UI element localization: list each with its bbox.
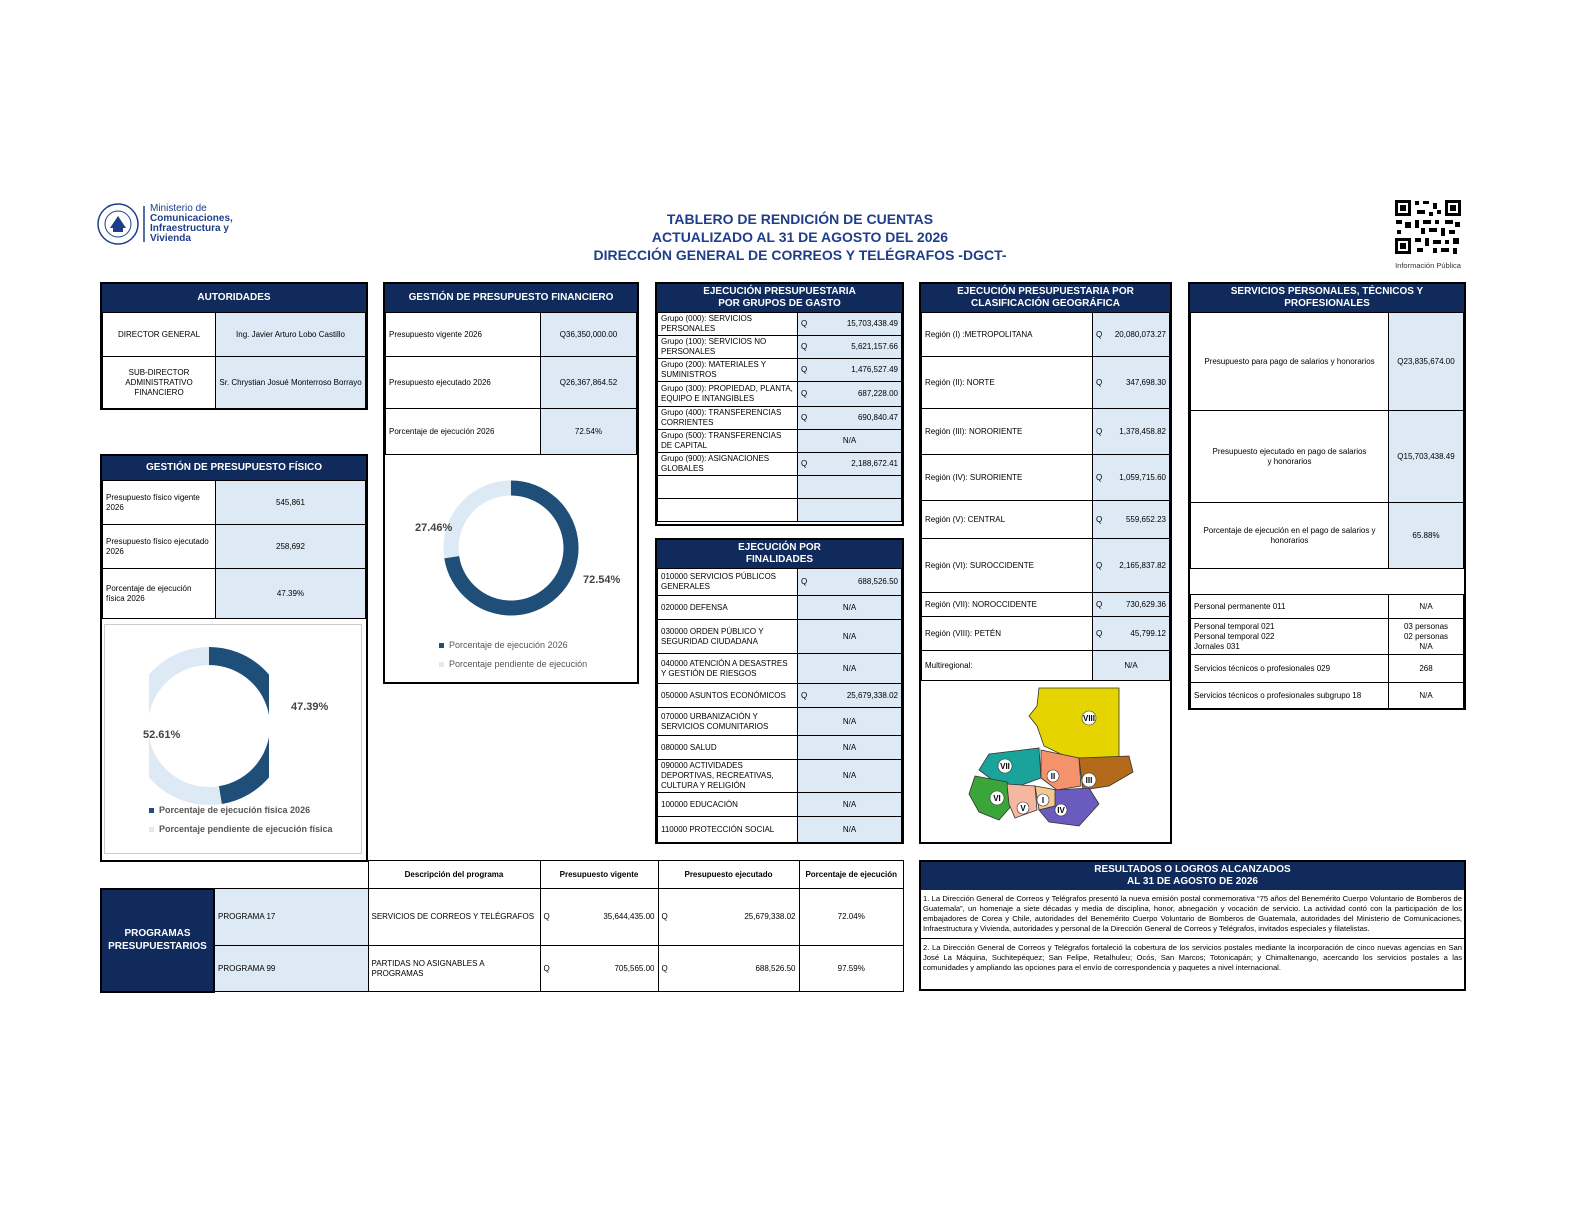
row-value: 688,526.50 xyxy=(857,577,898,586)
row-label: 080000 SALUD xyxy=(658,736,798,760)
table-row xyxy=(922,455,1170,501)
row-label: Región (V): CENTRAL xyxy=(922,501,1093,539)
row-value-cell: N/A xyxy=(798,817,902,843)
currency-symbol: Q xyxy=(801,319,808,328)
map-label: I xyxy=(1041,796,1045,805)
fisico-executed-label: 47.39% xyxy=(291,701,329,713)
ejecutado-value: 688,526.50 xyxy=(755,963,796,973)
table-row xyxy=(922,409,1170,455)
table-row xyxy=(922,501,1170,539)
programa-name: PROGRAMA 99 xyxy=(214,946,368,992)
row-value-cell: N/A xyxy=(798,620,902,654)
logo-line-4: Vivienda xyxy=(150,233,191,244)
finalidades-title-text: EJECUCIÓN POR FINALIDADES xyxy=(738,542,821,565)
table-row xyxy=(658,313,902,336)
legend-executed-label: Porcentaje de ejecución 2026 xyxy=(449,640,568,650)
region-viii-shape xyxy=(1029,688,1119,758)
fin-executed-label: 72.54% xyxy=(583,574,621,586)
table-header-row xyxy=(101,861,904,889)
table-row xyxy=(922,593,1170,617)
geografica-title xyxy=(921,284,1170,312)
row-value-cell xyxy=(798,453,902,476)
currency-symbol: Q xyxy=(1096,329,1103,339)
programa-pct: 97.59% xyxy=(799,946,904,992)
serv-18-value: N/A xyxy=(1389,683,1464,709)
ejecutado-currency: Q xyxy=(661,963,668,973)
row-label: Región (VII): NOROCCIDENTE xyxy=(922,593,1093,617)
table-row xyxy=(1191,313,1464,411)
row-value: 45,799.12 xyxy=(1130,628,1166,638)
programas-title-text: PROGRAMAS PRESUPUESTARIOS xyxy=(108,928,207,952)
autoridades-title: AUTORIDADES xyxy=(102,284,366,312)
legend-pending-label: Porcentaje pendiente de ejecución xyxy=(449,659,588,669)
row-value: 1,378,458.82 xyxy=(1119,426,1166,436)
serv-temporal-label: Personal temporal 021 Personal temporal 022 Jornales 031 xyxy=(1191,619,1389,655)
row-value: 25,679,338.02 xyxy=(846,690,898,700)
empty-row xyxy=(658,499,902,522)
autoridades-table xyxy=(102,312,366,409)
director-role: DIRECTOR GENERAL xyxy=(103,313,216,357)
currency-symbol: Q xyxy=(801,459,808,468)
row-label: Multiregional: xyxy=(922,651,1093,681)
serv-porcentaje-value: 65.88% xyxy=(1389,503,1464,569)
row-value: 1,059,715.60 xyxy=(1119,472,1166,482)
row-value-cell xyxy=(1093,539,1170,593)
table-row xyxy=(658,760,902,793)
serv-porcentaje-label: Porcentaje de ejecución en el pago de salarios y honorarios xyxy=(1191,503,1389,569)
grupos-gasto-title xyxy=(657,284,902,312)
programa-desc: SERVICIOS DE CORREOS Y TELÉGRAFOS xyxy=(368,889,540,946)
finalidades-table xyxy=(657,568,902,843)
fin-porcentaje-label: Porcentaje de ejecución 2026 xyxy=(386,409,541,455)
table-row-spacer xyxy=(1191,569,1464,595)
row-value-cell: N/A xyxy=(798,596,902,620)
table-row xyxy=(658,407,902,430)
row-value-cell xyxy=(798,313,902,336)
row-value: 2,165,837.82 xyxy=(1119,560,1166,570)
fin-ejecutado-label: Presupuesto ejecutado 2026 xyxy=(386,357,541,409)
row-value-cell: N/A xyxy=(798,654,902,684)
coat-of-arms-icon xyxy=(96,202,148,246)
fisico-pending-label: 52.61% xyxy=(143,729,181,741)
map-label: V xyxy=(1020,804,1026,813)
programas-panel xyxy=(100,860,904,991)
table-row xyxy=(658,736,902,760)
row-label: 020000 DEFENSA xyxy=(658,596,798,620)
row-value-cell xyxy=(1093,617,1170,651)
programa-name: PROGRAMA 17 xyxy=(214,889,368,946)
presupuesto-fisico-panel xyxy=(100,454,368,862)
servicios-table xyxy=(1190,312,1464,709)
finalidades-panel xyxy=(655,538,904,844)
resultado-item-2: 2. La Dirección General de Correos y Telégrafos fortaleció la cobertura de los servicios postales mediante la incorporación de cinco nuevas agencias en San José La Máquina, Suchitepéquez; San Felipe, Retalhuleu; Ocós, San Marcos; Totonicapán; y Chimaltenango, acercando los servicios postales a las comunidades y ampliando las opciones para el envío de correspondencia y paquetes a nivel internacional. xyxy=(923,943,1462,972)
financiero-donut-chart xyxy=(441,478,581,618)
row-value-cell xyxy=(798,684,902,708)
programas-table xyxy=(100,860,904,993)
ejecutado-currency: Q xyxy=(661,912,668,921)
empty-row xyxy=(658,476,902,499)
finalidades-title xyxy=(657,540,902,568)
row-label: Región (VIII): PETÉN xyxy=(922,617,1093,651)
serv-ejecutado-label: Presupuesto ejecutado en pago de salarios y honorarios xyxy=(1191,411,1389,503)
row-value-cell xyxy=(1093,313,1170,357)
logo-line-3: Infraestructura y xyxy=(150,223,229,234)
row-value-cell xyxy=(1093,409,1170,455)
header-porcentaje: Porcentaje de ejecución xyxy=(799,861,904,889)
geografica-panel xyxy=(919,282,1172,844)
servicios-panel xyxy=(1188,282,1466,710)
table-row xyxy=(101,946,904,992)
row-label: Región (II): NORTE xyxy=(922,357,1093,409)
logo-line-2: Comunicaciones, xyxy=(150,213,233,224)
legend-item xyxy=(149,805,333,815)
legend-item xyxy=(439,659,587,669)
table-row xyxy=(922,357,1170,409)
subdirector-role: SUB-DIRECTOR ADMINISTRATIVO FINANCIERO xyxy=(103,357,216,409)
currency-symbol: Q xyxy=(1096,377,1103,387)
row-label: 010000 SERVICIOS PÚBLICOS GENERALES xyxy=(658,569,798,596)
map-label: II xyxy=(1050,772,1056,781)
table-row xyxy=(658,569,902,596)
row-label: Región (VI): SUROCCIDENTE xyxy=(922,539,1093,593)
row-label: 050000 ASUNTOS ECONÓMICOS xyxy=(658,684,798,708)
grupos-gasto-title-text: EJECUCIÓN PRESUPUESTARIA POR GRUPOS DE GASTO xyxy=(703,286,856,309)
grupos-gasto-table xyxy=(657,312,902,522)
row-value-cell: N/A xyxy=(798,760,902,793)
resultado-item-1: 1. La Dirección General de Correos y Telégrafos presentó la nueva emisión postal conmemorativa “75 años del Benemérito Cuerpo Voluntario de Bomberos de Guatemala”, un homenaje a siete décadas y media de disciplina, honor, abnegación y vocación de servicio. La actividad contó con la participación de los embajadores de Corea y Chile, autoridades del Benemérito Cuerpo Voluntario de Bomberos de Guatemala, autoridades del Ministerio de Comunicaciones, Infraestructura y Vivienda, autoridades y personal de la Dirección General de Correos y Telégrafos, invitados especiales y filatelistas. xyxy=(921,890,1464,939)
currency-symbol: Q xyxy=(801,342,808,351)
row-value-cell xyxy=(798,336,902,359)
fisico-ejecutado-value: 258,692 xyxy=(216,525,366,569)
legend-item xyxy=(149,824,333,834)
ministry-logo xyxy=(96,202,256,246)
row-value-cell xyxy=(798,382,902,407)
table-row xyxy=(103,569,366,619)
subdirector-name: Sr. Chrystian Josué Monterroso Borrayo xyxy=(216,357,366,409)
row-value-cell: N/A xyxy=(798,708,902,736)
row-label: Región (I) :METROPOLITANA xyxy=(922,313,1093,357)
empty-cell xyxy=(658,476,798,499)
legend-item xyxy=(439,640,587,650)
table-row xyxy=(658,359,902,382)
currency-symbol: Q xyxy=(801,690,808,700)
currency-symbol: Q xyxy=(1096,426,1103,436)
grupos-gasto-panel xyxy=(655,282,904,526)
row-label: Grupo (400): TRANSFERENCIAS CORRIENTES xyxy=(658,407,798,430)
header-ejecutado: Presupuesto ejecutado xyxy=(658,861,799,889)
row-value-cell: N/A xyxy=(1093,651,1170,681)
row-value: 687,228.00 xyxy=(857,389,898,398)
row-value-cell xyxy=(1093,455,1170,501)
fin-vigente-value: Q36,350,000.00 xyxy=(541,313,637,357)
table-row xyxy=(658,620,902,654)
row-value: 20,080,073.27 xyxy=(1114,329,1166,339)
fin-vigente-label: Presupuesto vigente 2026 xyxy=(386,313,541,357)
table-row xyxy=(658,817,902,843)
table-row xyxy=(658,382,902,407)
presupuesto-fisico-table xyxy=(102,480,366,619)
programas-title xyxy=(101,889,214,992)
map-label: VII xyxy=(1000,762,1010,771)
currency-symbol: Q xyxy=(1096,472,1103,482)
row-label: Grupo (500): TRANSFERENCIAS DE CAPITAL xyxy=(658,430,798,453)
row-value: 347,698.30 xyxy=(1125,377,1166,387)
row-value-cell xyxy=(798,407,902,430)
currency-symbol: Q xyxy=(1096,628,1103,638)
table-row xyxy=(386,313,637,357)
currency-symbol: Q xyxy=(801,413,808,422)
row-label: Grupo (900): ASIGNACIONES GLOBALES xyxy=(658,453,798,476)
serv-029-value: 268 xyxy=(1389,655,1464,683)
presupuesto-fisico-title: GESTIÓN DE PRESUPUESTO FÍSICO xyxy=(102,456,366,480)
table-row xyxy=(658,654,902,684)
row-label: 100000 EDUCACIÓN xyxy=(658,793,798,817)
empty-cell xyxy=(798,476,902,499)
header-vigente: Presupuesto vigente xyxy=(540,861,658,889)
row-label: Grupo (300): PROPIEDAD, PLANTA, EQUIPO E INTANGIBLES xyxy=(658,382,798,407)
legend-pending-label: Porcentaje pendiente de ejecución física xyxy=(159,824,333,834)
vigente-currency: Q xyxy=(543,963,550,973)
presupuesto-financiero-panel xyxy=(383,282,639,684)
row-value-cell xyxy=(1093,593,1170,617)
table-row xyxy=(1191,503,1464,569)
row-value: 690,840.47 xyxy=(857,413,898,422)
table-row xyxy=(103,357,366,409)
title-line-1: TABLERO DE RENDICIÓN DE CUENTAS xyxy=(666,211,934,227)
row-value-cell xyxy=(1093,357,1170,409)
presupuesto-financiero-title: GESTIÓN DE PRESUPUESTO FINANCIERO xyxy=(385,284,637,312)
qr-code[interactable] xyxy=(1393,198,1463,256)
legend-executed-label: Porcentaje de ejecución física 2026 xyxy=(159,805,311,815)
table-row xyxy=(658,453,902,476)
map-label: VI xyxy=(993,794,1001,803)
qr-code-icon xyxy=(1393,198,1463,256)
serv-presupuesto-value: Q23,835,674.00 xyxy=(1389,313,1464,411)
table-row xyxy=(658,684,902,708)
page-title xyxy=(520,210,1080,264)
table-row xyxy=(658,793,902,817)
geografica-title-text: EJECUCIÓN PRESUPUESTARIA POR CLASIFICACIÓN GEOGRÁFICA xyxy=(957,286,1134,309)
qr-caption: Información Pública xyxy=(1395,261,1461,270)
row-value-cell xyxy=(1093,501,1170,539)
row-label: Grupo (100): SERVICIOS NO PERSONALES xyxy=(658,336,798,359)
vigente-value: 35,644,435.00 xyxy=(603,912,655,921)
map-label: III xyxy=(1085,776,1093,785)
table-row xyxy=(658,708,902,736)
resultados-panel xyxy=(919,860,1466,991)
table-row xyxy=(1191,411,1464,503)
row-value-cell xyxy=(798,569,902,596)
row-value-cell: N/A xyxy=(798,793,902,817)
row-value: 15,703,438.49 xyxy=(846,319,898,328)
guatemala-regions-map xyxy=(949,686,1149,834)
table-row xyxy=(658,430,902,453)
table-row xyxy=(101,889,904,946)
resultados-title-2: AL 31 DE AGOSTO DE 2026 xyxy=(1127,876,1258,887)
autoridades-panel xyxy=(100,282,368,410)
ejecutado-value: 25,679,338.02 xyxy=(744,912,796,921)
table-row xyxy=(922,313,1170,357)
table-row xyxy=(922,539,1170,593)
table-row xyxy=(103,525,366,569)
currency-symbol: Q xyxy=(1096,560,1103,570)
table-row xyxy=(658,596,902,620)
programa-desc: PARTIDAS NO ASIGNABLES A PROGRAMAS xyxy=(368,946,540,992)
row-label: 030000 ORDEN PÚBLICO Y SEGURIDAD CIUDADANA xyxy=(658,620,798,654)
presupuesto-financiero-table xyxy=(385,312,637,455)
vigente-currency: Q xyxy=(543,912,550,921)
vigente-value: 705,565.00 xyxy=(614,963,655,973)
table-row xyxy=(922,651,1170,681)
geografica-table xyxy=(921,312,1170,681)
fisico-chart-area xyxy=(104,624,362,854)
fisico-vigente-value: 545,861 xyxy=(216,481,366,525)
serv-ejecutado-value: Q15,703,438.49 xyxy=(1389,411,1464,503)
fin-ejecutado-value: Q26,367,864.52 xyxy=(541,357,637,409)
currency-symbol: Q xyxy=(1096,514,1103,524)
fisico-porcentaje-label: Porcentaje de ejecución física 2026 xyxy=(103,569,216,619)
table-row xyxy=(103,313,366,357)
legend-executed-swatch xyxy=(149,808,154,813)
row-value-cell: N/A xyxy=(798,736,902,760)
row-label: Grupo (000): SERVICIOS PERSONALES xyxy=(658,313,798,336)
currency-symbol: Q xyxy=(801,389,808,398)
table-row xyxy=(1191,595,1464,619)
serv-029-label: Servicios técnicos o profesionales 029 xyxy=(1191,655,1389,683)
donut-executed-slice xyxy=(209,656,269,795)
empty-cell xyxy=(658,499,798,522)
servicios-title: SERVICIOS PERSONALES, TÉCNICOS Y PROFESIONALES xyxy=(1190,284,1464,312)
table-row xyxy=(386,409,637,455)
currency-symbol: Q xyxy=(801,365,808,374)
row-value: 2,188,672.41 xyxy=(851,459,898,468)
row-label: 110000 PROTECCIÓN SOCIAL xyxy=(658,817,798,843)
map-label: IV xyxy=(1057,806,1065,815)
fisico-ejecutado-label: Presupuesto físico ejecutado 2026 xyxy=(103,525,216,569)
fin-porcentaje-value: 72.54% xyxy=(541,409,637,455)
serv-permanente-value: N/A xyxy=(1389,595,1464,619)
row-value-cell xyxy=(798,359,902,382)
legend-pending-swatch xyxy=(439,662,444,667)
legend-pending-swatch xyxy=(149,827,154,832)
empty-cell xyxy=(798,499,902,522)
row-value: 559,652.23 xyxy=(1125,514,1166,524)
serv-permanente-label: Personal permanente 011 xyxy=(1191,595,1389,619)
table-row xyxy=(1191,619,1464,655)
currency-symbol: Q xyxy=(1096,599,1103,609)
legend-executed-swatch xyxy=(439,643,444,648)
row-label: Región (IV): SURORIENTE xyxy=(922,455,1093,501)
row-label: Región (III): NORORIENTE xyxy=(922,409,1093,455)
table-row xyxy=(386,357,637,409)
map-label: VIII xyxy=(1082,714,1096,723)
title-line-2: ACTUALIZADO AL 31 DE AGOSTO DEL 2026 xyxy=(651,229,949,245)
row-label: 070000 URBANIZACIÓN Y SERVICIOS COMUNITARIOS xyxy=(658,708,798,736)
fin-pending-label: 27.46% xyxy=(415,522,453,534)
table-row xyxy=(922,617,1170,651)
row-label: 090000 ACTIVIDADES DEPORTIVAS, RECREATIVAS, CULTURA Y RELIGIÓN xyxy=(658,760,798,793)
row-value: 5,621,157.66 xyxy=(851,342,898,351)
logo-line-1: Ministerio de xyxy=(150,203,207,214)
row-value: 1,476,527.49 xyxy=(851,365,898,374)
row-value: 730,629.36 xyxy=(1125,599,1166,609)
table-row xyxy=(658,336,902,359)
programa-pct: 72.04% xyxy=(799,889,904,946)
header-descripcion: Descripción del programa xyxy=(368,861,540,889)
row-label: Grupo (200): MATERIALES Y SUMINISTROS xyxy=(658,359,798,382)
table-row xyxy=(1191,683,1464,709)
serv-18-label: Servicios técnicos o profesionales subgrupo 18 xyxy=(1191,683,1389,709)
currency-symbol: Q xyxy=(801,577,808,586)
table-row xyxy=(1191,655,1464,683)
serv-temporal-value: 03 personas 02 personas N/A xyxy=(1389,619,1464,655)
row-label: 040000 ATENCIÓN A DESASTRES Y GESTIÓN DE RIESGOS xyxy=(658,654,798,684)
title-line-3: DIRECCIÓN GENERAL DE CORREOS Y TELÉGRAFOS -DGCT- xyxy=(593,247,1007,263)
fisico-vigente-label: Presupuesto físico vigente 2026 xyxy=(103,481,216,525)
resultados-title xyxy=(921,862,1464,890)
table-row xyxy=(103,481,366,525)
director-name: Ing. Javier Arturo Lobo Castillo xyxy=(216,313,366,357)
serv-presupuesto-label: Presupuesto para pago de salarios y honorarios xyxy=(1191,313,1389,411)
fisico-porcentaje-value: 47.39% xyxy=(216,569,366,619)
row-value-cell: N/A xyxy=(798,430,902,453)
resultados-title-1: RESULTADOS O LOGROS ALCANZADOS xyxy=(1094,864,1291,875)
